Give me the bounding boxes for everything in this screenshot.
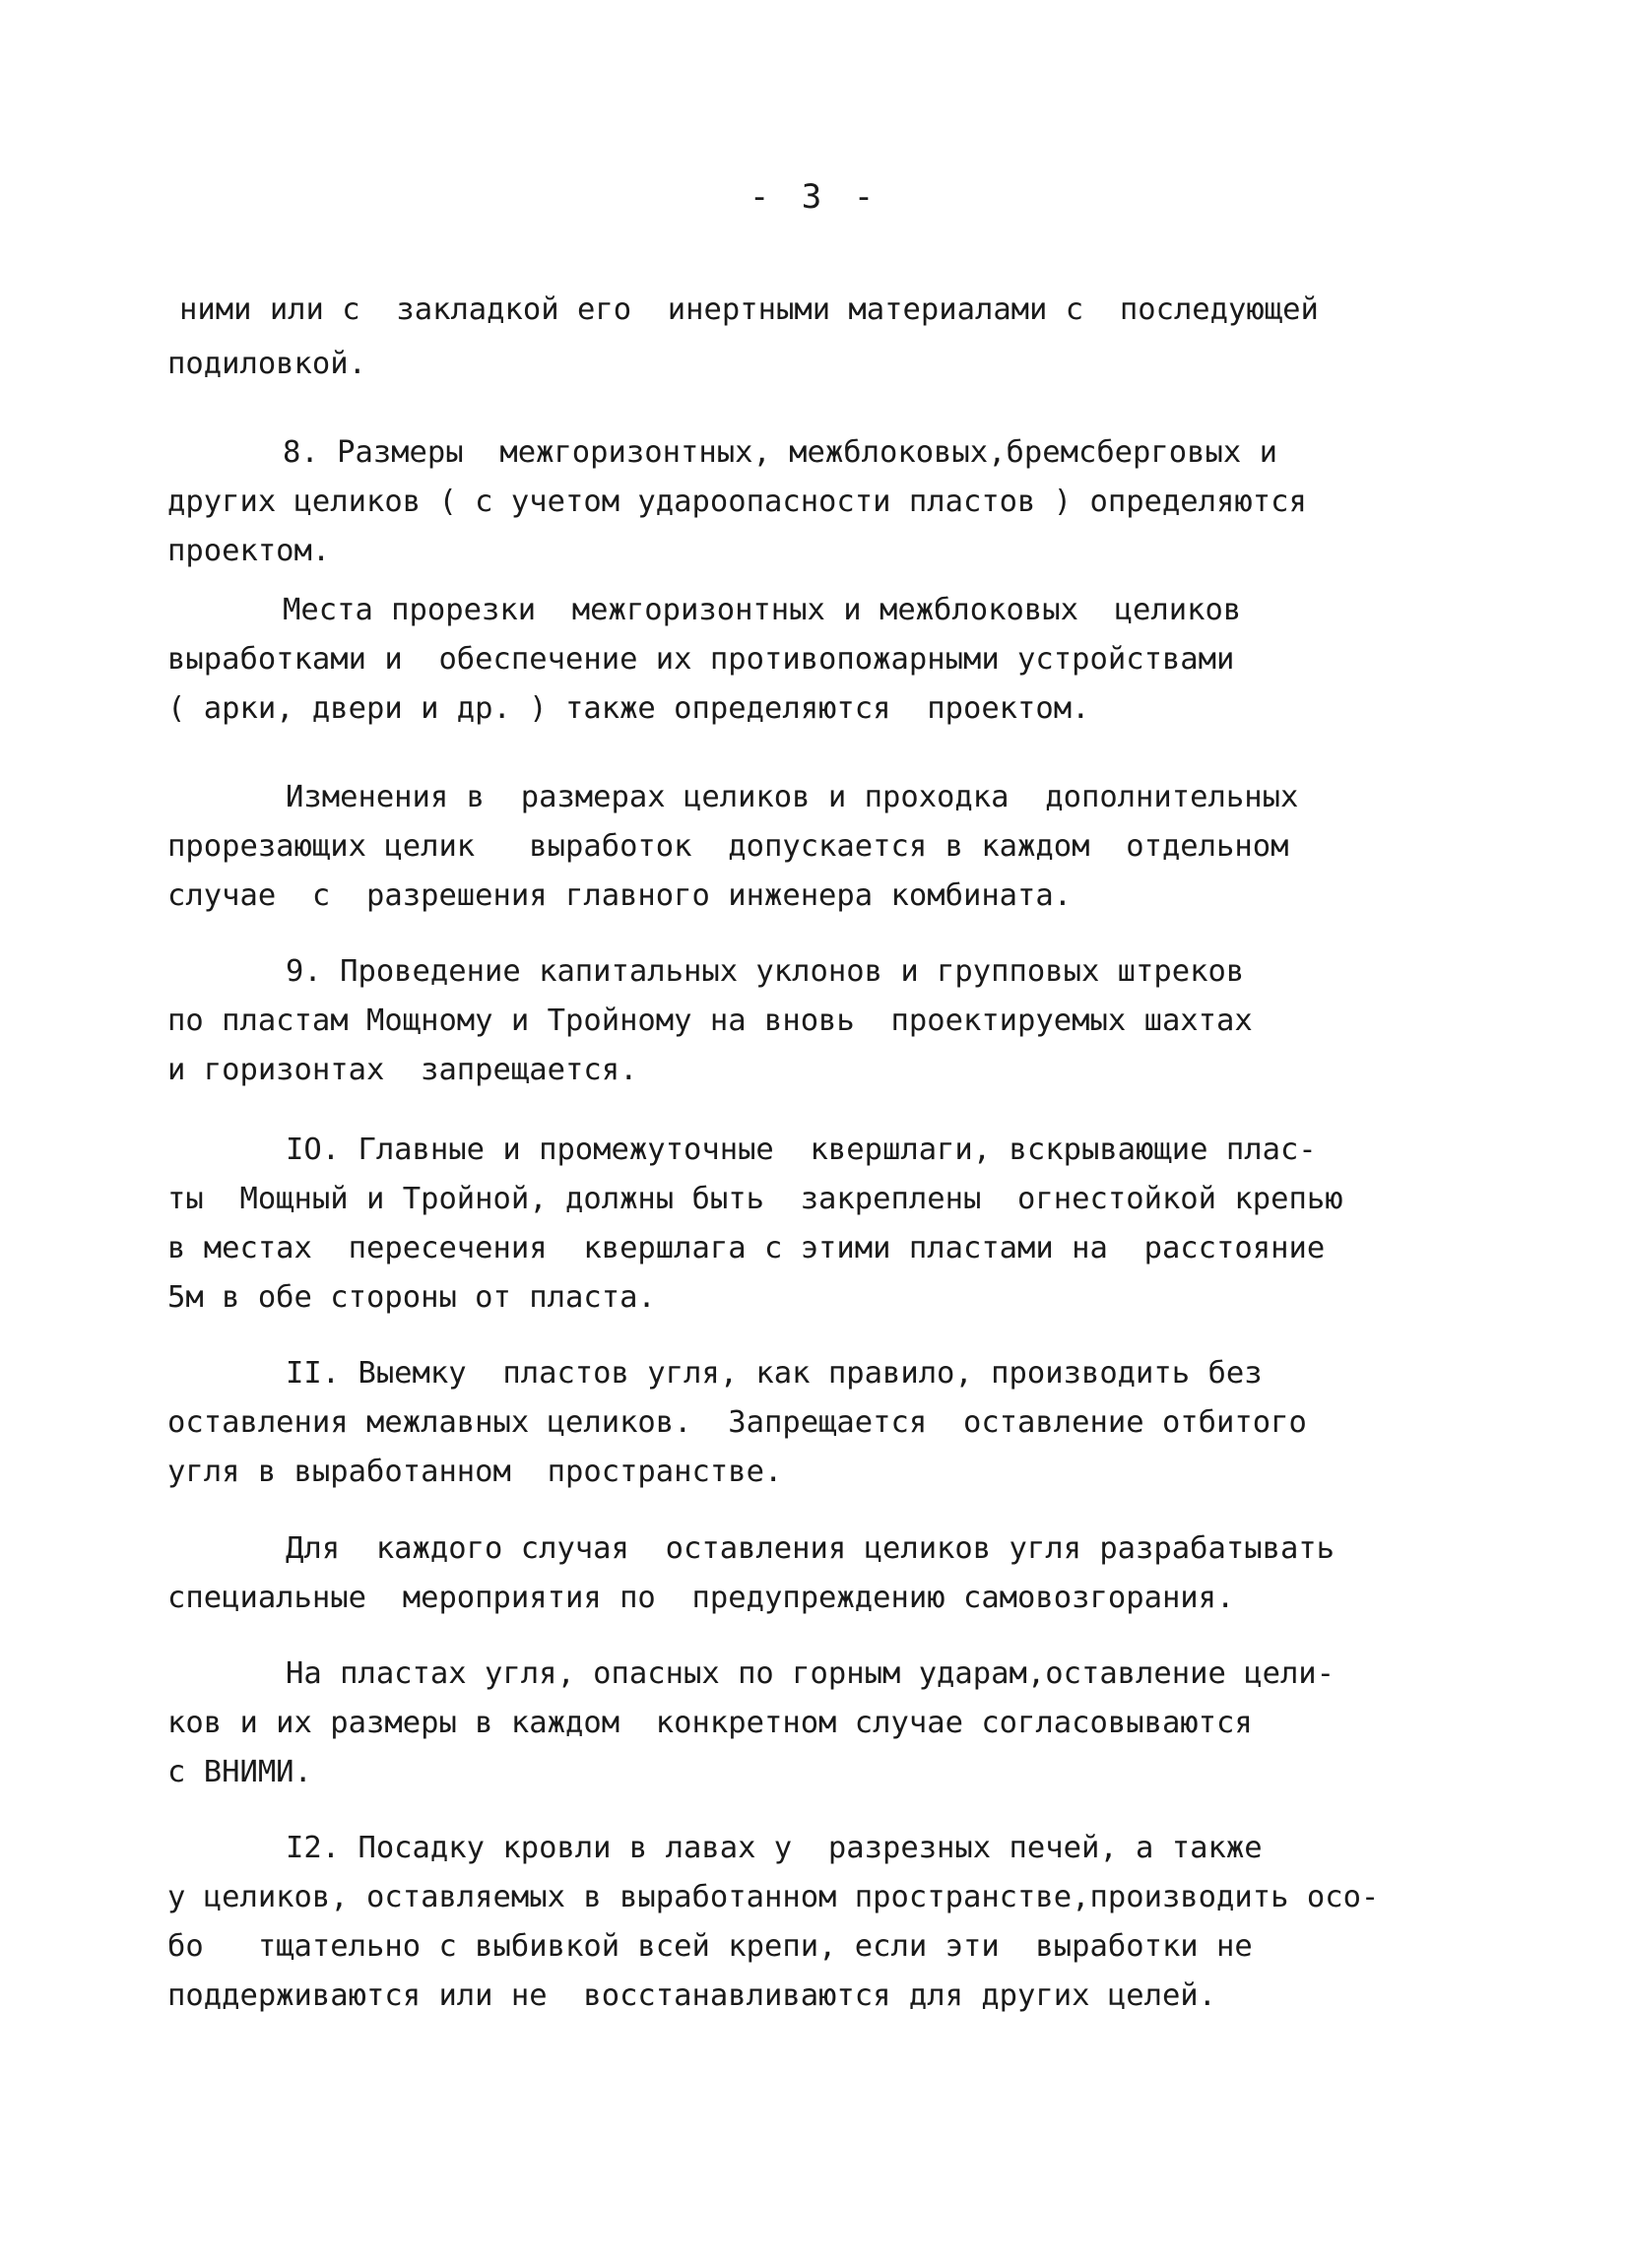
text-line: Для каждого случая оставления целиков угля разрабатывать (286, 1531, 1336, 1566)
text-line: Изменения в размерах целиков и проходка дополнительных (286, 780, 1299, 814)
text-line: ков и их размеры в каждом конкретном случае согласовываются (167, 1706, 1253, 1740)
text-line: IO. Главные и промежуточные квершлаги, вскрывающие плас- (286, 1133, 1317, 1167)
page-number: - 3 - (749, 177, 880, 217)
text-line: по пластам Мощному и Тройному на вновь проектируемых шахтах (167, 1004, 1253, 1038)
text-line: специальные мероприятия по предупреждению самовозгорания. (167, 1581, 1235, 1615)
text-line: ( арки, двери и др. ) также определяются проектом. (167, 691, 1090, 726)
text-line: угля в выработанном пространстве. (167, 1455, 783, 1489)
text-line: 5м в обе стороны от пласта. (167, 1280, 656, 1315)
text-line: у целиков, оставляемых в выработанном пространстве,производить осо- (167, 1880, 1380, 1914)
text-line: с ВНИМИ. (167, 1755, 312, 1789)
text-line: выработками и обеспечение их противопожарными устройствами (167, 642, 1235, 677)
text-line: ними или с закладкой его инертными материалами с последующей (179, 292, 1319, 327)
text-line: 9. Проведение капитальных уклонов и групповых штреков (286, 954, 1245, 989)
text-line: 8. Размеры межгоризонтных, межблоковых,бремсберговых и (283, 435, 1277, 470)
text-line: в местах пересечения квершлага с этими пластами на расстояние (167, 1231, 1326, 1265)
text-line: На пластах угля, опасных по горным ударам,оставление цели- (286, 1656, 1336, 1691)
text-line: оставления межлавных целиков. Запрещается оставление отбитого (167, 1405, 1307, 1440)
text-line: случае с разрешения главного инженера комбината. (167, 878, 1073, 913)
text-line: и горизонтах запрещается. (167, 1053, 638, 1087)
text-line: Места прорезки межгоризонтных и межблоковых целиков (283, 593, 1242, 627)
text-line: проектом. (167, 534, 331, 568)
text-line: I2. Посадку кровли в лавах у разрезных печей, а также (286, 1831, 1263, 1865)
text-line: II. Выемку пластов угля, как правило, производить без (286, 1356, 1263, 1391)
text-line: подиловкой. (167, 347, 366, 381)
text-line: других целиков ( с учетом удароопасности пластов ) определяются (167, 485, 1307, 519)
text-line: бо тщательно с выбивкой всей крепи, если эти выработки не (167, 1929, 1253, 1964)
text-line: прорезающих целик выработок допускается в каждом отдельном (167, 829, 1289, 864)
text-line: поддерживаются или не восстанавливаются для других целей. (167, 1978, 1217, 2013)
text-line: ты Мощный и Тройной, должны быть закреплены огнестойкой крепью (167, 1182, 1343, 1216)
